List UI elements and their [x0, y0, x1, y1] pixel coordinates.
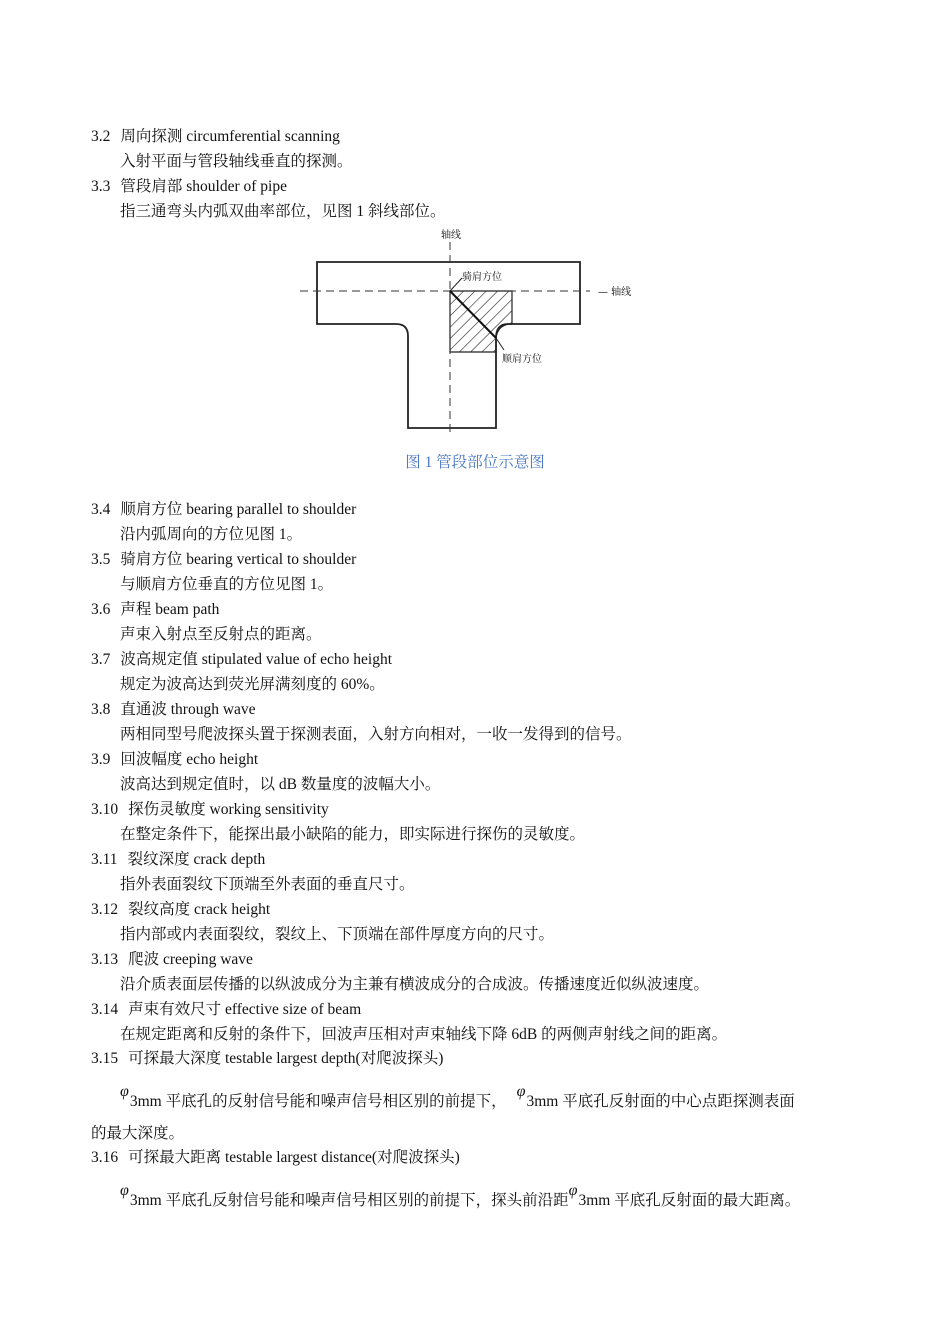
section-title: 声束有效尺寸 effective size of beam: [128, 1001, 362, 1018]
section-number: 3.15: [91, 1050, 119, 1067]
parallel-shoulder-label: 顺肩方位: [502, 354, 542, 365]
section-title: 周向探测 circumferential scanning: [120, 128, 340, 145]
section-3-7-heading: [91, 650, 392, 670]
section-3-16-heading: [91, 1148, 460, 1168]
section-3-4-text: 沿内弧周向的方位见图 1。: [120, 526, 303, 543]
section-3-15-text-line1: [120, 1083, 795, 1112]
section-title: 裂纹高度 crack height: [128, 901, 271, 918]
section-3-10-text: 在整定条件下，能探出最小缺陷的能力，即实际进行探伤的灵敏度。: [120, 826, 586, 843]
axis-label-right: — 轴线: [598, 287, 632, 298]
section-number: 3.6: [91, 601, 111, 618]
section-title: 管段肩部 shoulder of pipe: [120, 178, 287, 195]
section-3-15-heading: [91, 1049, 443, 1069]
section-3-13-heading: [91, 950, 253, 970]
section-number: 3.10: [91, 801, 119, 818]
section-number: 3.16: [91, 1149, 119, 1166]
section-title: 探伤灵敏度 working sensitivity: [128, 801, 329, 818]
section-3-14-text: 在规定距离和反射的条件下，回波声压相对声束轴线下降 6dB 的两侧声射线之间的距离。: [120, 1026, 728, 1043]
section-3-11-heading: [91, 850, 265, 870]
section-3-9-heading: [91, 750, 258, 770]
section-3-6-heading: [91, 600, 219, 620]
section-number: 3.9: [91, 751, 111, 768]
phi-symbol: φ: [120, 1083, 129, 1100]
text-segment: 3mm 平底孔反射信号能和噪声信号相区别的前提下，探头前沿距: [129, 1192, 569, 1209]
section-title: 骑肩方位 bearing vertical to shoulder: [120, 551, 357, 568]
section-3-8-heading: [91, 700, 256, 720]
section-3-11-text: 指外表面裂纹下顶端至外表面的垂直尺寸。: [120, 876, 415, 893]
section-3-6-text: 声束入射点至反射点的距离。: [120, 626, 322, 643]
section-number: 3.8: [91, 701, 111, 718]
section-number: 3.13: [91, 951, 119, 968]
section-title: 可探最大距离 testable largest distance(对爬波探头): [128, 1149, 460, 1166]
section-3-4-heading: [91, 500, 356, 520]
section-title: 直通波 through wave: [120, 701, 256, 718]
section-3-9-text: 波高达到规定值时，以 dB 数量度的波幅大小。: [120, 776, 441, 793]
pipe-tee-figure: [300, 228, 660, 438]
section-title: 裂纹深度 crack depth: [127, 851, 266, 868]
section-3-10-heading: [91, 800, 329, 820]
section-title: 顺肩方位 bearing parallel to shoulder: [120, 501, 357, 518]
section-title: 回波幅度 echo height: [120, 751, 259, 768]
figure-caption: 图 1 管段部位示意图: [405, 454, 545, 471]
phi-symbol: φ: [120, 1182, 129, 1199]
section-3-5-heading: [91, 550, 356, 570]
section-number: 3.2: [91, 128, 111, 145]
section-number: 3.11: [91, 851, 118, 868]
section-3-8-text: 两相同型号爬波探头置于探测表面，入射方向相对，一收一发得到的信号。: [120, 726, 632, 743]
section-3-2-heading: [91, 127, 340, 147]
section-title: 可探最大深度 testable largest depth(对爬波探头): [128, 1050, 444, 1067]
section-number: 3.4: [91, 501, 111, 518]
section-3-13-text: 沿介质表面层传播的以纵波成分为主兼有横波成分的合成波。传播速度近似纵波速度。: [120, 976, 710, 993]
axis-label-top: 轴线: [441, 230, 461, 241]
text-segment: 3mm 平底孔反射面的最大距离。: [578, 1192, 801, 1209]
section-3-3-text: 指三通弯头内弧双曲率部位，见图 1 斜线部位。: [120, 203, 446, 220]
phi-symbol: φ: [568, 1182, 578, 1199]
section-number: 3.14: [91, 1001, 119, 1018]
text-segment: 3mm 平底孔反射面的中心点距探测表面: [526, 1093, 795, 1110]
section-title: 声程 beam path: [120, 601, 220, 618]
section-3-16-text-line1: [120, 1182, 801, 1211]
section-number: 3.7: [91, 651, 111, 668]
section-3-7-text: 规定为波高达到荧光屏满刻度的 60%。: [120, 676, 385, 693]
phi-symbol: φ: [516, 1083, 526, 1100]
section-number: 3.5: [91, 551, 111, 568]
text-segment: 3mm 平底孔的反射信号能和噪声信号相区别的前提下，: [129, 1093, 507, 1110]
riding-shoulder-label: 骑肩方位: [462, 272, 502, 283]
section-title: 爬波 creeping wave: [128, 951, 253, 968]
tee-outline: [317, 262, 580, 428]
section-number: 3.12: [91, 901, 119, 918]
section-title: 波高规定值 stipulated value of echo height: [120, 651, 392, 668]
section-number: 3.3: [91, 178, 111, 195]
section-3-3-heading: [91, 177, 287, 197]
section-3-5-text: 与顺肩方位垂直的方位见图 1。: [120, 576, 334, 593]
section-3-2-text: 入射平面与管段轴线垂直的探测。: [120, 153, 353, 170]
section-3-14-heading: [91, 1000, 361, 1020]
section-3-12-text: 指内部或内表面裂纹，裂纹上、下顶端在部件厚度方向的尺寸。: [120, 926, 555, 943]
section-3-15-text-line2: 的最大深度。: [91, 1125, 185, 1142]
section-3-12-heading: [91, 900, 270, 920]
